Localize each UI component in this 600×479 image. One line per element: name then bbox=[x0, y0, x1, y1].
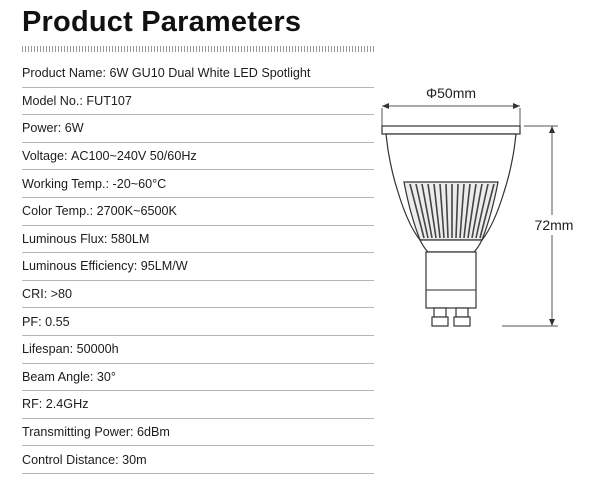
bulb-drawing bbox=[382, 126, 520, 326]
param-row-beam-angle: Beam Angle : 30° bbox=[22, 364, 374, 392]
param-label: Luminous Efficiency bbox=[22, 259, 134, 274]
param-row-rf: RF : 2.4GHz bbox=[22, 391, 374, 419]
param-row-transmitting-power: Transmitting Power : 6dBm bbox=[22, 419, 374, 447]
width-label: Φ50mm bbox=[425, 85, 477, 101]
param-label: Model No. bbox=[22, 93, 80, 108]
param-row-luminous-flux: Luminous Flux : 580LM bbox=[22, 226, 374, 254]
param-value: 580LM bbox=[110, 231, 150, 246]
page-title: Product Parameters bbox=[22, 6, 302, 38]
param-value: 30m bbox=[122, 452, 147, 467]
bulb-dimension-diagram bbox=[374, 80, 596, 342]
param-value: FUT107 bbox=[86, 93, 132, 108]
param-value: 30° bbox=[96, 369, 116, 384]
height-label: 72mm bbox=[534, 217, 574, 233]
param-row-model-no: Model No. : FUT107 bbox=[22, 88, 374, 116]
param-row-voltage: Voltage : AC100~240V 50/60Hz bbox=[22, 143, 374, 171]
bulb-rim bbox=[382, 126, 520, 134]
param-row-product-name: Product Name : 6W GU10 Dual White LED Spotlight bbox=[22, 60, 374, 88]
param-value: 0.55 bbox=[45, 314, 70, 329]
param-label: Transmitting Power bbox=[22, 425, 131, 440]
param-value: -20~60°C bbox=[112, 176, 167, 191]
param-row-color-temp: Color Temp. : 2700K~6500K bbox=[22, 198, 374, 226]
pin-left-head bbox=[432, 317, 448, 326]
arrow-up-icon bbox=[549, 126, 555, 133]
param-label: Control Distance bbox=[22, 452, 116, 467]
param-label: RF bbox=[22, 397, 39, 412]
parameter-list bbox=[22, 60, 374, 474]
bulb-neck bbox=[420, 240, 482, 252]
param-row-control-distance: Control Distance : 30m bbox=[22, 446, 374, 474]
param-label: Working Temp. bbox=[22, 176, 106, 191]
arrow-left-icon bbox=[382, 103, 389, 109]
param-label: Lifespan bbox=[22, 342, 70, 357]
param-value: 2700K~6500K bbox=[96, 204, 177, 219]
param-row-cri: CRI : >80 bbox=[22, 281, 374, 309]
param-value: 6W bbox=[64, 121, 84, 136]
param-value: 50000h bbox=[76, 342, 119, 357]
param-label: Product Name bbox=[22, 66, 103, 81]
param-row-working-temp: Working Temp. : -20~60°C bbox=[22, 170, 374, 198]
param-value: 95LM/W bbox=[140, 259, 188, 274]
param-row-lifespan: Lifespan : 50000h bbox=[22, 336, 374, 364]
pin-right-head bbox=[454, 317, 470, 326]
param-row-luminous-efficiency: Luminous Efficiency : 95LM/W bbox=[22, 253, 374, 281]
param-label: Color Temp. bbox=[22, 204, 90, 219]
arrow-down-icon bbox=[549, 319, 555, 326]
arrow-right-icon bbox=[513, 103, 520, 109]
param-label: Power bbox=[22, 121, 58, 136]
pin-right-neck bbox=[456, 308, 468, 317]
param-row-power: Power : 6W bbox=[22, 115, 374, 143]
param-value: 6dBm bbox=[137, 425, 170, 440]
param-label: CRI bbox=[22, 287, 44, 302]
param-value: 2.4GHz bbox=[45, 397, 89, 412]
param-label: Luminous Flux bbox=[22, 231, 104, 246]
title-underline bbox=[22, 46, 374, 52]
param-label: PF bbox=[22, 314, 39, 329]
param-label: Beam Angle bbox=[22, 369, 90, 384]
pin-left-neck bbox=[434, 308, 446, 317]
param-value: 6W GU10 Dual White LED Spotlight bbox=[109, 66, 311, 81]
param-value: >80 bbox=[50, 287, 73, 302]
param-row-pf: PF : 0.55 bbox=[22, 308, 374, 336]
param-value: AC100~240V 50/60Hz bbox=[71, 149, 197, 164]
param-label: Voltage bbox=[22, 149, 65, 164]
gu10-base bbox=[426, 252, 476, 308]
